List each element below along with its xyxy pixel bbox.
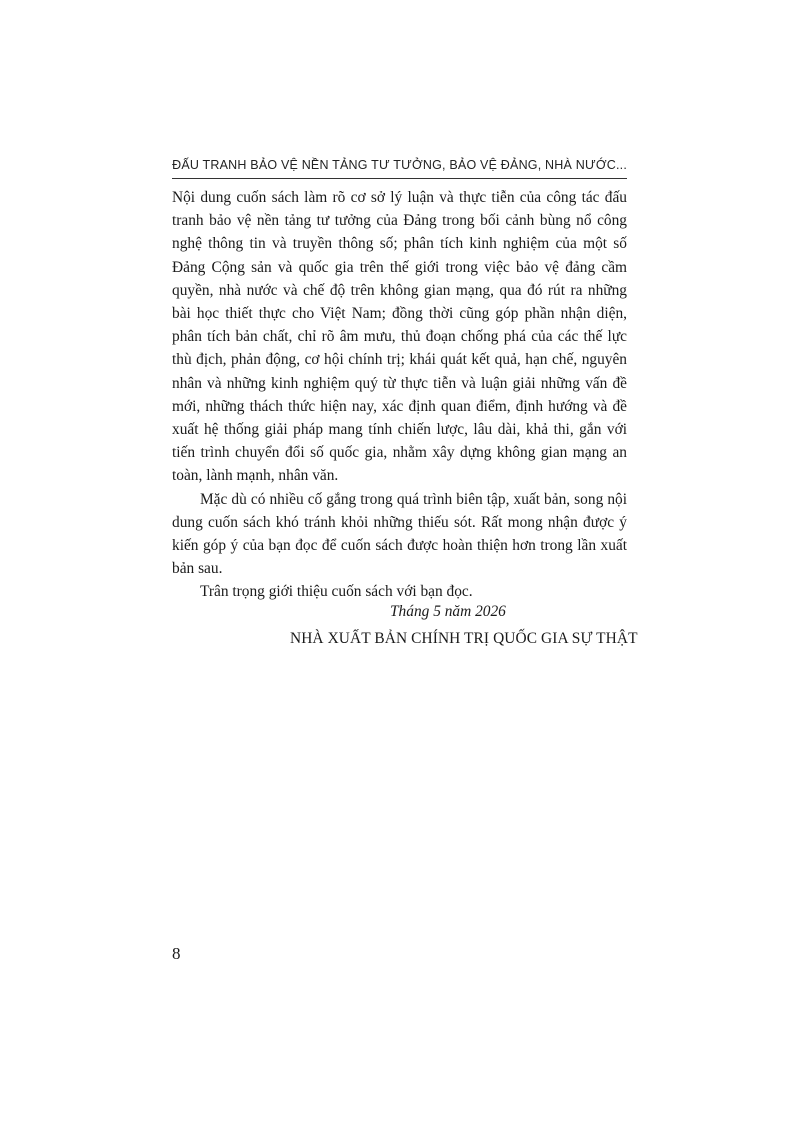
paragraph-3: Trân trọng giới thiệu cuốn sách với bạn đọc. bbox=[200, 583, 473, 601]
running-header: ĐẤU TRANH BẢO VỆ NỀN TẢNG TƯ TƯỞNG, BẢO VỆ ĐẢNG, NHÀ NƯỚC... bbox=[172, 158, 627, 172]
body-text bbox=[172, 186, 627, 604]
paragraph-2: Mặc dù có nhiều cố gắng trong quá trình biên tập, xuất bản, song nội dung cuốn sách khó tránh khỏi những thiếu sót. Rất mong nhận được ý kiến góp ý của bạn đọc để cuốn sách được hoàn thiện hơn trong lần xuất bản sau. bbox=[172, 490, 627, 578]
signature-date: Tháng 5 năm 2026 bbox=[390, 603, 506, 620]
header-divider bbox=[172, 178, 627, 179]
paragraph-1: Nội dung cuốn sách làm rõ cơ sở lý luận và thực tiễn của công tác đấu tranh bảo vệ nền tảng tư tưởng của Đảng trong bối cảnh bùng nổ công nghệ thông tin và truyền thông số; phân tích kinh nghiệm của một số Đảng Cộng sản và quốc gia trên thế giới trong việc bảo vệ đảng cầm quyền, nhà nước và chế độ trên không gian mạng, qua đó rút ra những bài học thiết thực cho Việt Nam; đồng thời cũng góp phần nhận diện, phân tích bản chất, chỉ rõ âm mưu, thủ đoạn chống phá của các thế lực thù địch, phản động, cơ hội chính trị; khái quát kết quả, hạn chế, nguyên nhân và những kinh nghiệm quý từ thực tiễn và luận giải những vấn đề mới, những thách thức hiện nay, xác định quan điểm, định hướng và đề xuất hệ thống giải pháp mang tính chiến lược, lâu dài, khả thi, gắn với tiến trình chuyển đổi số quốc gia, nhằm xây dựng không gian mạng an toàn, lành mạnh, nhân văn. bbox=[172, 189, 627, 485]
page-number: 8 bbox=[172, 944, 181, 963]
publisher-name: NHÀ XUẤT BẢN CHÍNH TRỊ QUỐC GIA SỰ THẬT bbox=[290, 630, 638, 647]
